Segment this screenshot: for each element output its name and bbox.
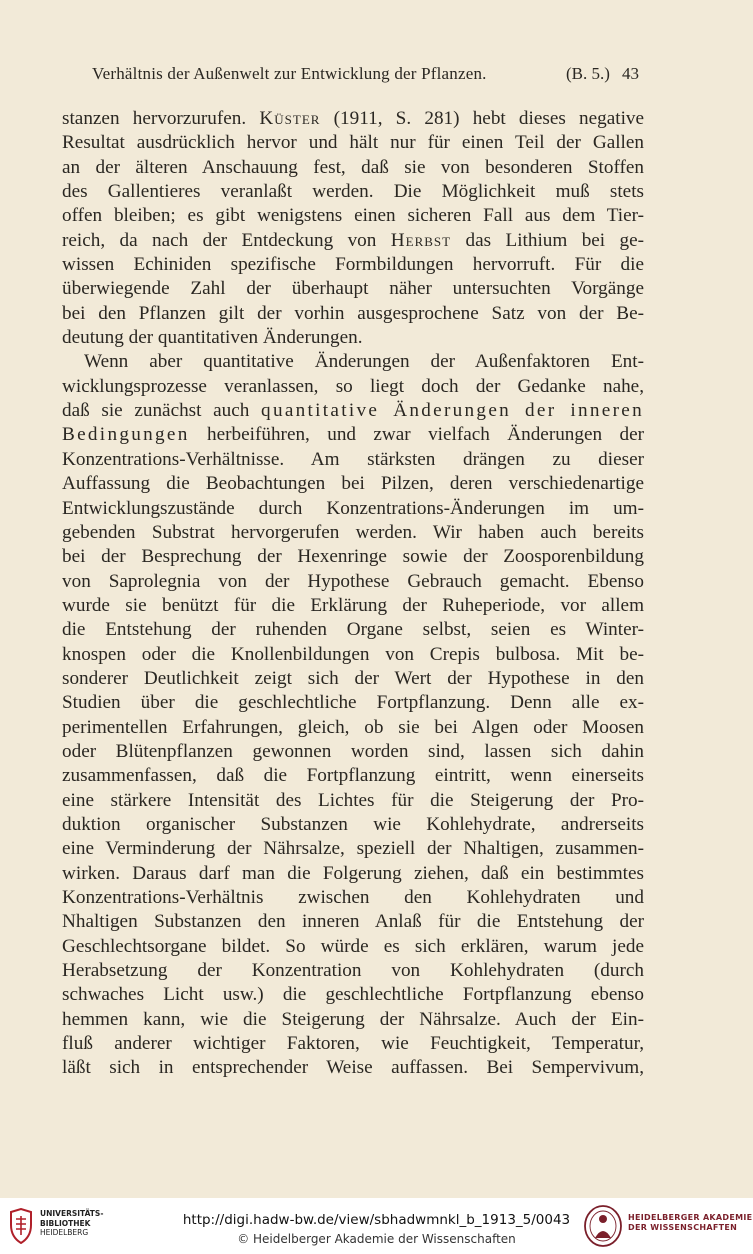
text-line: Studien über die geschlechtliche Fortpflanzung. Denn alle ex- [62,692,644,714]
page-number: 43 [622,64,639,83]
text-line: Wenn aber quantitative Änderungen der Außenfaktoren Ent- [84,351,644,373]
text-line: Nhaltigen Substanzen den inneren Anlaß für die Entstehung der [62,911,644,933]
text-line: gebenden Substrat hervorgerufen werden. Wir haben auch bereits [62,521,644,543]
author-name-herbst: Herbst [390,229,452,251]
text-line: Auffassung die Beobachtungen bei Pilzen, deren verschiedenartige [62,473,644,495]
text-line: eine Verminderung der Nährsalze, speziell der Nhaltigen, zusammen- [62,838,644,860]
copyright-notice: © Heidelberger Akademie der Wissenschaften [237,1232,516,1246]
text-line: schwaches Licht usw.) die geschlechtliche Fortpflanzung ebenso [62,984,644,1006]
text-line: knospen oder die Knollenbildungen von Crepis bulbosa. Mit be- [62,643,644,665]
text-line: des Gallentieres veranlaßt werden. Die Möglichkeit muß stets [62,181,644,203]
text-line: fluß anderer wichtiger Faktoren, wie Feuchtigkeit, Temperatur, [62,1033,644,1055]
text-line: überwiegende Zahl der überhaupt näher untersuchten Vorgänge [62,278,644,300]
text-line: eine stärkere Intensität des Lichtes für die Steigerung der Pro- [62,789,644,811]
text-line: reich, da nach der Entdeckung von Herbst das Lithium bei ge- [62,229,645,251]
text-line: Entwicklungszustände durch Konzentrations-Änderungen im um- [62,497,644,519]
running-title: Verhältnis der Außenwelt zur Entwicklung der Pflanzen. [92,64,487,83]
text-line: hemmen kann, wie die Steigerung der Nährsalze. Auch der Ein- [62,1008,644,1030]
text-line: wirken. Daraus darf man die Folgerung ziehen, daß ein bestimmtes [62,862,644,884]
text-line: stanzen hervorzurufen. Küster (1911, S. 281) hebt dieses negative [62,108,645,129]
section-reference: (B. 5.) [566,64,610,83]
emphasized-text: quantitative Änderungen der inneren [261,400,644,422]
page-header [0,64,753,90]
text-line: Konzentrations-Verhältnis zwischen den Kohlehydraten und [62,887,644,908]
author-name-kuester: Küster [259,108,321,129]
text-line: sonderer Deutlichkeit zeigt sich der Wert der Hypothese in den [62,667,644,689]
text-line: Bedingungen herbeiführen, und zwar vielfach Änderungen der [62,424,645,446]
university-library-name: UNIVERSITÄTS- BIBLIOTHEK HEIDELBERG [40,1209,104,1237]
emphasized-text: Bedingungen [62,424,190,446]
text-line: die Entstehung der ruhenden Organe selbst, seien es Winter- [62,619,644,641]
text-line: offen bleiben; es gibt wenigstens einen sicheren Fall aus dem Tier- [62,205,644,227]
text-line: an der älteren Anschauung fest, daß sie von besonderen Stoffen [62,156,644,178]
text-line: Resultat ausdrücklich hervor und hält nur für einen Teil der Gallen [62,132,644,154]
text-line: zusammenfassen, daß die Fortpflanzung eintritt, wenn einerseits [62,765,644,787]
permalink-url[interactable]: http://digi.hadw-bw.de/view/sbhadwmnkl_b_1913_5/0043 [182,1212,571,1228]
body-text [62,107,644,1081]
footer-bar [0,1198,753,1254]
text-line: duktion organischer Substanzen wie Kohlehydrate, andrerseits [62,813,644,835]
text-line: Herabsetzung der Konzentration von Kohlehydraten (durch [62,960,644,982]
text-line: deutung der quantitativen Änderungen. [62,327,363,349]
text-line: daß sie zunächst auch quantitative Änderungen der inneren [62,400,644,422]
text-line: oder Blütenpflanzen gewonnen worden sind, lassen sich dahin [62,740,644,762]
academy-seal-icon [583,1204,623,1248]
text-line: bei den Pflanzen gilt der vorhin ausgesprochene Satz von der Be- [62,302,644,324]
text-line: wurde sie benützt für die Erklärung der Ruheperiode, vor allem [62,594,644,616]
text-line: bei der Besprechung der Hexenringe sowie der Zoosporenbildung [62,546,644,568]
text-line: Geschlechtsorgane bildet. So würde es sich erklären, warum jede [62,935,644,957]
text-line: Konzentrations-Verhältnisse. Am stärksten drängen zu dieser [62,448,644,470]
academy-name: HEIDELBERGER AKADEMIE DER WISSENSCHAFTEN [628,1213,753,1232]
text-line: wissen Echiniden spezifische Formbildungen hervorruft. Für die [62,254,644,276]
text-line: von Saprolegnia von der Hypothese Gebrauch gemacht. Ebenso [62,570,644,592]
text-line: perimentellen Erfahrungen, gleich, ob sie bei Algen oder Moosen [62,716,644,738]
text-line: wicklungsprozesse veranlassen, so liegt doch der Gedanke nahe, [62,375,644,397]
text-line: läßt sich in entsprechender Weise auffassen. Bei Sempervivum, [62,1057,644,1079]
